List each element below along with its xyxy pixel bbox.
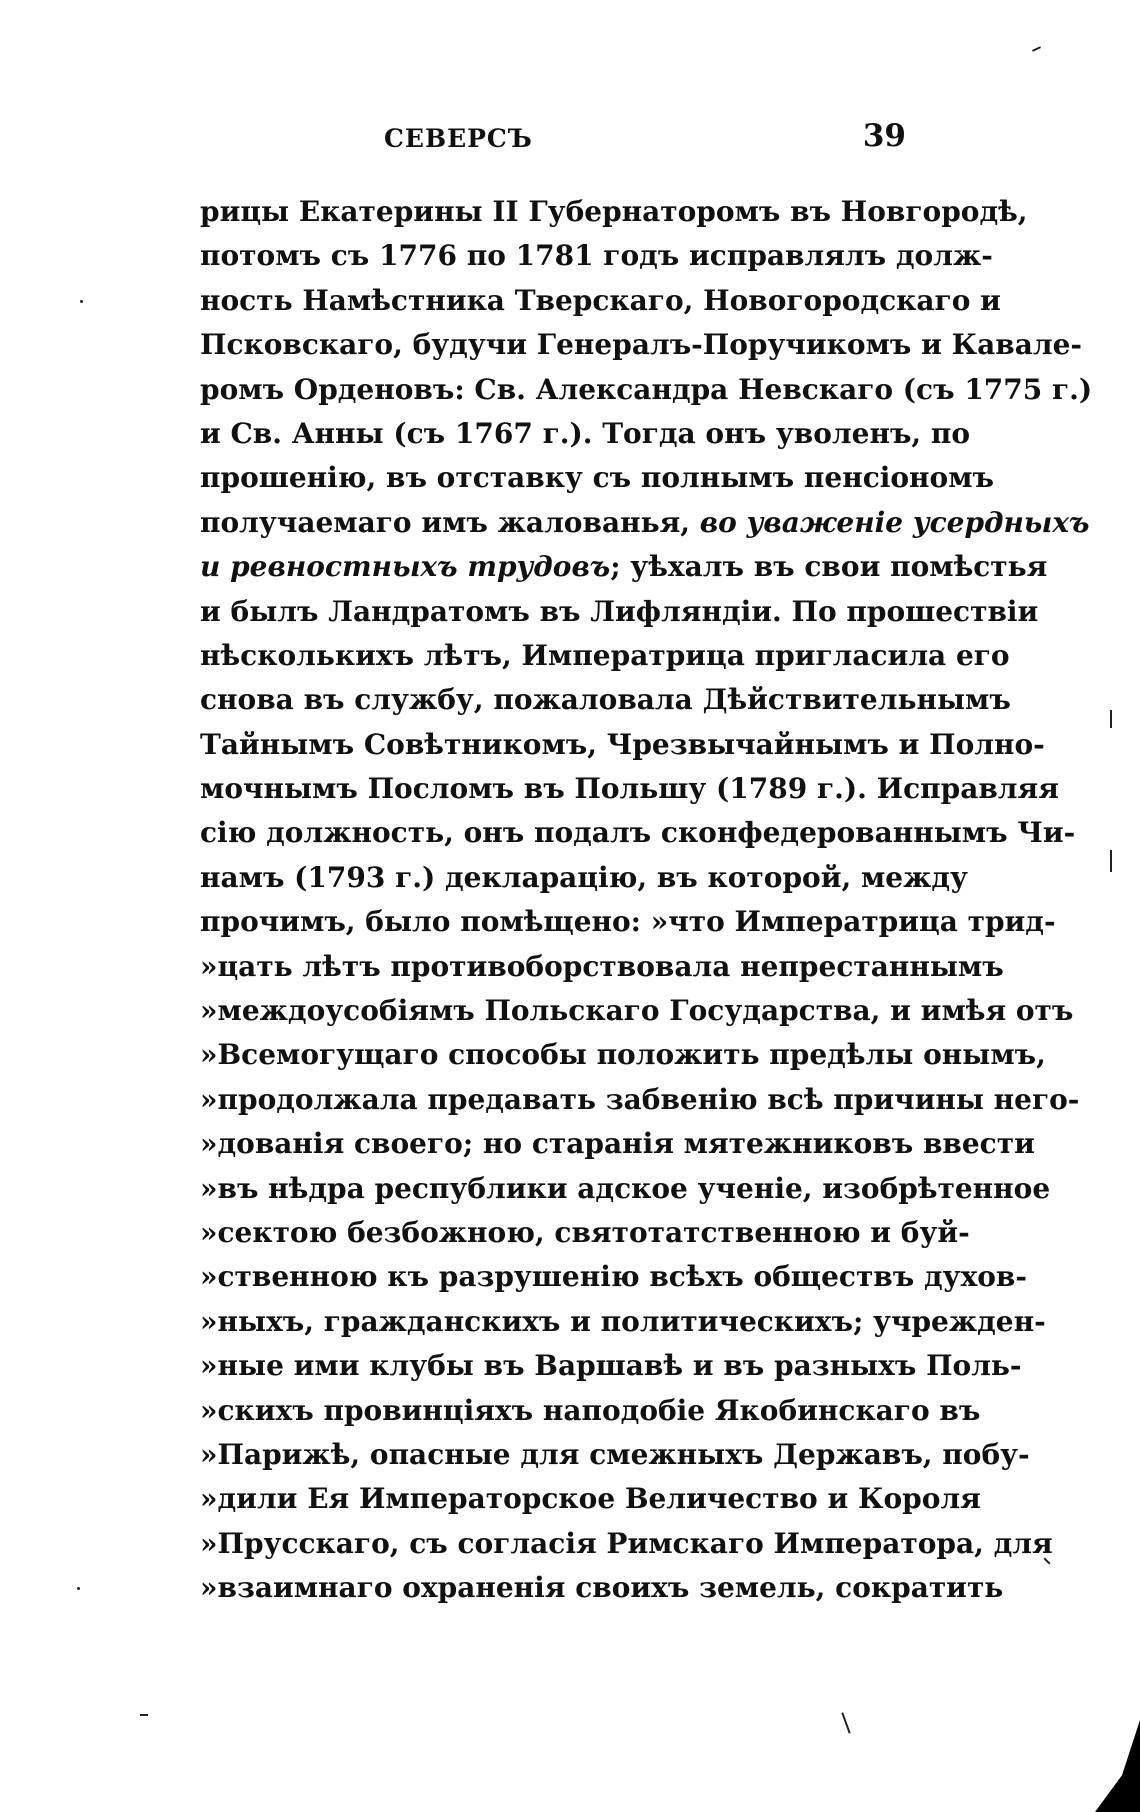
text-line-23: »въ нѣдра республики адское ученіе, изобрѣтенное (200, 1171, 1051, 1205)
text-line-7: прошенію, въ отставку съ полнымъ пенсіономъ (200, 461, 995, 495)
text-line-30: »дили Ея Императорское Величество и Короля (200, 1482, 981, 1516)
text-line-2: потомъ съ 1776 по 1781 годъ исправлялъ долж- (200, 239, 993, 273)
scan-corner-shadow (1095, 1720, 1140, 1812)
body-text (200, 190, 1093, 1611)
scan-speck-right-1 (1110, 710, 1112, 728)
text-line-14: мочнымъ Посломъ въ Польшу (1789 г.). Исправляя (200, 772, 1059, 806)
text-line-21: »продолжала предавать забвенію всѣ причины него- (200, 1082, 1080, 1116)
page-number: 39 (862, 118, 906, 154)
text-line-8 (200, 501, 1090, 545)
scan-speck-bottom-1 (140, 1714, 148, 1716)
text-line-9-italic: и ревностныхъ трудовъ (200, 550, 611, 584)
text-line-25: »ственною къ разрушенію всѣхъ обществъ духов- (200, 1260, 1028, 1294)
text-line-28: »скихъ провинціяхъ наподобіе Якобинскаго въ (200, 1393, 981, 1427)
text-line-20: »Всемогущаго способы положить предѣлы онымъ, (200, 1038, 1046, 1072)
scan-speck-right-2 (1110, 850, 1112, 872)
text-line-32: »взаимнаго охраненія своихъ земель, сократить (200, 1571, 1004, 1605)
scan-speck-left-2 (77, 1587, 80, 1590)
scan-speck-bottom-2 (841, 1712, 850, 1733)
text-line-22: »дованія своего; но старанія мятежниковъ ввести (200, 1127, 1035, 1161)
scan-speck-top-right (1032, 46, 1041, 52)
scan-speck-left-1 (80, 300, 83, 303)
text-line-6: и Св. Анны (съ 1767 г.). Тогда онъ уволенъ, по (200, 416, 971, 450)
text-line-8-roman: получаемаго имъ жалованья, (200, 505, 700, 539)
text-line-17: прочимъ, было помѣщено: »что Императрица трид- (200, 905, 1056, 939)
text-line-12: снова въ службу, пожаловала Дѣйствительнымъ (200, 683, 1011, 717)
text-line-19: »междоусобіямъ Польскаго Государства, и имѣя отъ (200, 994, 1074, 1028)
text-line-26: »ныхъ, гражданскихъ и политическихъ; учрежден- (200, 1304, 1046, 1338)
text-line-9 (200, 545, 1048, 589)
running-head (200, 118, 906, 166)
running-head-title: СЕВЕРСЪ (384, 124, 533, 153)
text-line-27: »ные ими клубы въ Варшавѣ и въ разныхъ Поль- (200, 1349, 1022, 1383)
text-line-3: ность Намѣстника Тверскаго, Новогородскаго и (200, 283, 1001, 317)
text-line-8-italic: во уваженіе усердныхъ (699, 505, 1090, 539)
text-line-5: ромъ Орденовъ: Св. Александра Невскаго (съ 1775 г.) (200, 372, 1093, 406)
text-line-9-roman: ; уѣхалъ въ свои помѣстья (610, 550, 1048, 584)
text-line-29: »Парижѣ, опасные для смежныхъ Державъ, побу- (200, 1437, 1030, 1471)
text-line-11: нѣсколькихъ лѣтъ, Императрица пригласила его (200, 638, 1010, 672)
text-line-16: намъ (1793 г.) декларацію, въ которой, между (200, 860, 968, 894)
text-line-4: Псковскаго, будучи Генералъ-Поручикомъ и Кавале- (200, 328, 1083, 362)
text-line-24: »сектою безбожною, святотатственною и буй- (200, 1215, 970, 1249)
text-line-31: »Прусскаго, съ согласія Римскаго Императора, для (200, 1526, 1053, 1560)
text-line-1: рицы Екатерины II Губернаторомъ въ Новгородѣ, (200, 195, 1028, 228)
text-line-15: сію должность, онъ подалъ сконфедерованнымъ Чи- (200, 816, 1076, 850)
text-line-10: и былъ Ландратомъ въ Лифляндіи. По прошествіи (200, 594, 1039, 628)
text-line-18: »цать лѣтъ противоборствовала непрестаннымъ (200, 949, 1004, 983)
text-line-13: Тайнымъ Совѣтникомъ, Чрезвычайнымъ и Полно- (200, 727, 1045, 761)
